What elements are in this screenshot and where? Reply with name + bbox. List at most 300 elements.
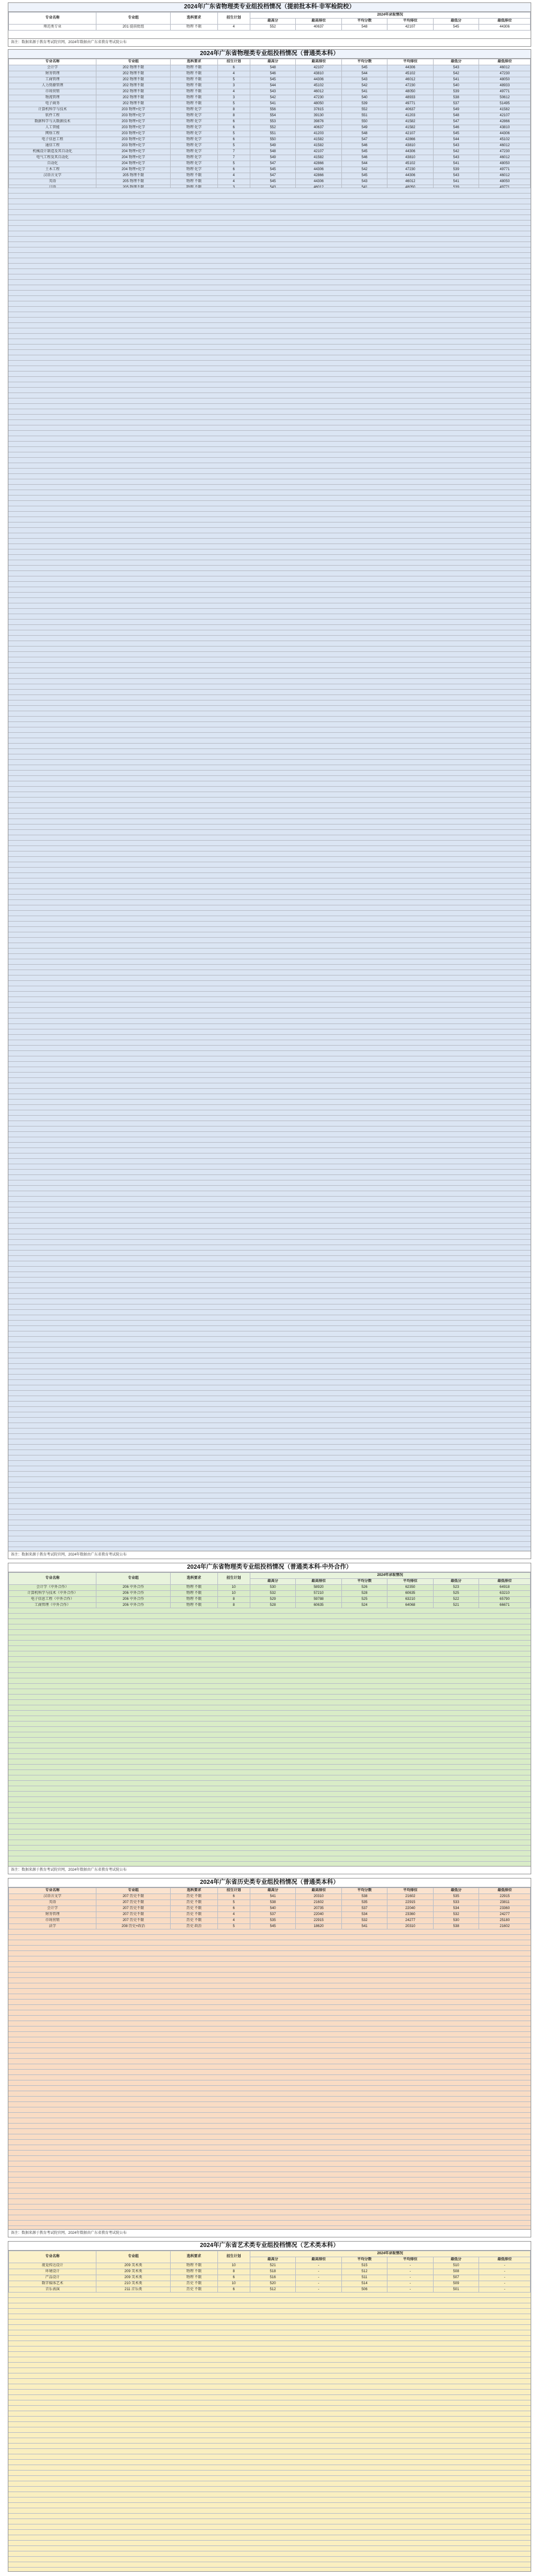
table-cell: 543 — [433, 173, 479, 179]
table-cell: 6 — [217, 1906, 250, 1912]
table-cell: 48933 — [387, 95, 434, 101]
table-row — [9, 155, 531, 161]
table-cell: - — [387, 2275, 434, 2281]
table-cell: 6 — [217, 119, 250, 125]
table-cell: 49771 — [479, 167, 531, 173]
table-cell: 4 — [217, 1912, 250, 1918]
table-cell: - — [296, 2287, 342, 2293]
table-cell: 535 — [250, 1918, 296, 1924]
table-cell: 553 — [250, 119, 296, 125]
header-plan: 招生计划 — [217, 13, 250, 25]
table-cell: 6 — [217, 125, 250, 131]
table-cell: 501 — [433, 2287, 479, 2293]
table-cell: 物理 不限 — [171, 1597, 218, 1603]
header-subject: 选科要求 — [171, 1888, 218, 1894]
table-cell: 网络工程 — [9, 131, 96, 137]
table-cell: 物理 不限 — [171, 2263, 218, 2269]
table-cell: 545 — [341, 173, 387, 179]
header-admission-2024: 2024年录取情况 — [250, 13, 530, 19]
table-cell: 物理 化学 — [171, 149, 218, 155]
header-avg-score: 平均分数 — [341, 2257, 387, 2263]
table-cell: 44306 — [387, 65, 434, 71]
table-cell: 物理 不限 — [171, 77, 218, 83]
table-cell: 历史 不限 — [171, 1912, 218, 1918]
table-row — [9, 113, 531, 119]
table-cell: 207 历史不限 — [96, 1906, 171, 1912]
table-cell: 7 — [217, 149, 250, 155]
header-max-score: 最高分 — [250, 1888, 296, 1894]
table-cell: 8 — [217, 2269, 250, 2275]
table-cell: 42866 — [479, 119, 531, 125]
table-cell: 人工智能 — [9, 125, 96, 131]
table-cell: 44306 — [296, 179, 342, 185]
table-cell: 会计学（中外合作） — [9, 1585, 96, 1591]
table-cell: 47230 — [479, 71, 531, 77]
table-cell: 历史 不限 — [171, 2287, 218, 2293]
table-cell: 44306 — [296, 77, 342, 83]
table-cell: 39130 — [296, 113, 342, 119]
table-row — [9, 2275, 531, 2281]
cell: 545 — [433, 25, 479, 31]
table-cell: 203 物理+化学 — [96, 107, 171, 113]
table-cell: 542 — [250, 95, 296, 101]
table-cell: 206 中外合作 — [96, 1585, 171, 1591]
section-note: 备注：数据来源于教育考试院官网，2024年数据由广东省教育考试院公布 — [8, 2229, 531, 2237]
cell: 师范类专业 — [9, 25, 96, 31]
table-cell: 42866 — [387, 137, 434, 143]
table-cell: 物理 化学 — [171, 143, 218, 149]
table-continuation — [8, 1608, 531, 1866]
table-cell: 财务管理 — [9, 71, 96, 77]
header-major: 专业名称 — [9, 1573, 96, 1585]
table-cell: 42107 — [479, 113, 531, 119]
table-cell: 48933 — [479, 83, 531, 89]
table-cell: 202 物理不限 — [96, 65, 171, 71]
table-row — [9, 65, 531, 71]
table-cell: 506 — [341, 2287, 387, 2293]
table-cell: 203 物理+化学 — [96, 131, 171, 137]
table-cell: 6 — [217, 137, 250, 143]
table-cell: 518 — [250, 2269, 296, 2275]
table-cell: 550 — [250, 137, 296, 143]
header-min-score: 最低分 — [433, 2257, 479, 2263]
cell: 548 — [341, 25, 387, 31]
table-continuation — [8, 2292, 531, 2571]
table-cell: 509 — [433, 2281, 479, 2287]
table-cell: 544 — [341, 71, 387, 77]
table-cell: 物流管理 — [9, 95, 96, 101]
table-cell: - — [387, 2281, 434, 2287]
table-cell: 512 — [341, 2269, 387, 2275]
header-group: 专业组 — [96, 59, 171, 65]
table-cell: 45102 — [479, 137, 531, 143]
table-cell: 21602 — [479, 1924, 531, 1930]
table-cell: 环境设计 — [9, 2269, 96, 2275]
table-cell: 物理 化学 — [171, 131, 218, 137]
table-cell: 数字媒体艺术 — [9, 2281, 96, 2287]
table-cell: 549 — [433, 107, 479, 113]
table-cell: 544 — [433, 137, 479, 143]
table-row — [9, 125, 531, 131]
header-plan: 招生计划 — [217, 1888, 250, 1894]
table-cell: 41582 — [296, 143, 342, 149]
table-cell: 41582 — [387, 125, 434, 131]
table-row — [9, 149, 531, 155]
table-cell: 59788 — [296, 1597, 342, 1603]
table-cell: 551 — [250, 131, 296, 137]
header-major: 专业名称 — [9, 1888, 96, 1894]
table-cell: 512 — [250, 2287, 296, 2293]
table-cell: 20310 — [296, 1894, 342, 1900]
section-history-undergrad — [8, 1878, 531, 2237]
table-cell: 46012 — [479, 65, 531, 71]
table-cell: 10 — [217, 2263, 250, 2269]
table-cell: 203 物理+化学 — [96, 125, 171, 131]
table-cell: 209 美术类 — [96, 2263, 171, 2269]
table-cell: 46012 — [479, 143, 531, 149]
table-cell: 5 — [217, 1924, 250, 1930]
table-cell: 47230 — [296, 95, 342, 101]
table-cell: - — [387, 2269, 434, 2275]
table-cell: 电气工程及其自动化 — [9, 155, 96, 161]
table-row — [9, 1591, 531, 1597]
table-cell: 552 — [341, 107, 387, 113]
section-early-batch — [8, 2, 531, 47]
table-cell: 207 历史不限 — [96, 1912, 171, 1918]
table-cell: 540 — [433, 83, 479, 89]
table-row — [9, 2269, 531, 2275]
table-cell: 汉语言文学 — [9, 1894, 96, 1900]
table-cell: 44306 — [387, 173, 434, 179]
header-min-rank: 最低排位 — [479, 1579, 531, 1585]
table-cell: 通信工程 — [9, 143, 96, 149]
table-cell: 507 — [433, 2275, 479, 2281]
table-cell: 542 — [433, 149, 479, 155]
table-cell: 546 — [250, 71, 296, 77]
table-cell: 4 — [217, 179, 250, 185]
table-cell: 207 历史不限 — [96, 1900, 171, 1906]
table-cell: 43810 — [387, 155, 434, 161]
table-cell: 206 中外合作 — [96, 1603, 171, 1609]
table-cell: 46012 — [296, 89, 342, 95]
table-cell: 23811 — [479, 1900, 531, 1906]
table-cell: 42107 — [387, 131, 434, 137]
table-cell: 538 — [250, 1900, 296, 1906]
table-cell: 542 — [341, 83, 387, 89]
table-cell: 10 — [217, 1585, 250, 1591]
table-cell: 6 — [217, 65, 250, 71]
cell: 42107 — [387, 25, 434, 31]
table-cell: 65790 — [479, 1597, 531, 1603]
table-cell: - — [479, 2287, 531, 2293]
table-cell: 电子信息工程 — [9, 137, 96, 143]
header-avg-rank: 平均排位 — [387, 19, 434, 25]
cell: 40637 — [296, 25, 342, 31]
header-max-score: 最高分 — [250, 1579, 296, 1585]
table-cell: 23360 — [479, 1906, 531, 1912]
table-cell: 工商管理（中外合作） — [9, 1603, 96, 1609]
table-cell: 46012 — [387, 77, 434, 83]
header-max-score: 最高分 — [250, 19, 296, 25]
table-cell: 物理 不限 — [171, 83, 218, 89]
table-cell: 21602 — [387, 1894, 434, 1900]
table-row — [9, 179, 531, 185]
table-row — [9, 71, 531, 77]
header-plan: 招生计划 — [217, 1573, 250, 1585]
table-cell: 45102 — [387, 71, 434, 77]
table-cell: 42107 — [296, 149, 342, 155]
table-cell: 556 — [250, 107, 296, 113]
table-cell: 210 美术类 — [96, 2281, 171, 2287]
table-cell: 540 — [250, 1906, 296, 1912]
table-cell: 物理 化学 — [171, 161, 218, 167]
table-cell: 8 — [217, 1597, 250, 1603]
table-cell: 204 物理+化学 — [96, 149, 171, 155]
table-cell: 20735 — [296, 1906, 342, 1912]
cell: 44306 — [479, 25, 531, 31]
table-cell: 526 — [341, 1585, 387, 1591]
table-cell: 545 — [341, 65, 387, 71]
table-cell: 529 — [250, 1597, 296, 1603]
table-cell: 209 美术类 — [96, 2269, 171, 2275]
table-cell: 6 — [217, 2287, 250, 2293]
history-rows — [9, 1894, 531, 1930]
table-cell: 205 物理不限 — [96, 179, 171, 185]
table-cell: 548 — [250, 149, 296, 155]
table-cell: 542 — [341, 167, 387, 173]
table-cell: 511 — [341, 2275, 387, 2281]
table-cell: 207 历史不限 — [96, 1918, 171, 1924]
physics-cooperation-table — [8, 1572, 531, 1609]
table-cell: 6 — [217, 167, 250, 173]
table-cell: 538 — [433, 95, 479, 101]
table-cell: - — [296, 2275, 342, 2281]
table-row — [9, 131, 531, 137]
table-cell: 43810 — [296, 71, 342, 77]
table-cell: 522 — [433, 1597, 479, 1603]
table-row — [9, 143, 531, 149]
table-cell: 537 — [433, 101, 479, 107]
table-cell: 510 — [433, 2263, 479, 2269]
header-max-rank: 最高排位 — [296, 1888, 342, 1894]
table-cell: 58920 — [296, 1585, 342, 1591]
table-cell: 203 物理+化学 — [96, 137, 171, 143]
table-cell: 历史 不限 — [171, 1900, 218, 1906]
table-cell: 22915 — [479, 1894, 531, 1900]
table-cell: 548 — [250, 65, 296, 71]
table-cell: 543 — [433, 155, 479, 161]
table-cell: 物理 化学 — [171, 167, 218, 173]
table-cell: 63210 — [479, 1591, 531, 1597]
table-cell: 514 — [341, 2281, 387, 2287]
header-avg-rank: 平均排位 — [387, 2257, 434, 2263]
table-cell: 22915 — [296, 1918, 342, 1924]
table-cell: 人力资源管理 — [9, 83, 96, 89]
table-cell: 48050 — [479, 179, 531, 185]
table-cell: 537 — [341, 1906, 387, 1912]
table-cell: 521 — [433, 1603, 479, 1609]
table-cell: 21602 — [296, 1900, 342, 1906]
header-major: 专业名称 — [9, 59, 96, 65]
table-cell: 41582 — [296, 155, 342, 161]
table-cell: 523 — [433, 1585, 479, 1591]
table-cell: - — [296, 2263, 342, 2269]
table-cell: 物理 化学 — [171, 119, 218, 125]
table-cell: 528 — [341, 1591, 387, 1597]
header-max-score: 最高分 — [250, 59, 296, 65]
table-cell: 44306 — [296, 167, 342, 173]
table-cell: 204 物理+化学 — [96, 155, 171, 161]
table-cell: 22040 — [387, 1906, 434, 1912]
table-cell: 41582 — [296, 137, 342, 143]
table-cell: 8 — [217, 1603, 250, 1609]
table-cell: 545 — [341, 149, 387, 155]
section-note: 备注：数据来源于教育考试院官网，2024年数据由广东省教育考试院公布 — [8, 1551, 531, 1559]
table-cell: 552 — [250, 125, 296, 131]
table-cell: 532 — [433, 1912, 479, 1918]
table-cell: 49771 — [387, 101, 434, 107]
table-continuation — [8, 1929, 531, 2229]
table-cell: 550 — [341, 119, 387, 125]
table-cell: 543 — [341, 77, 387, 83]
table-cell: 24277 — [479, 1912, 531, 1918]
table-continuation — [8, 188, 531, 1551]
section-note: 备注：数据来源于教育考试院官网，2024年数据由广东省教育考试院公布 — [8, 38, 531, 46]
table-cell: 207 历史不限 — [96, 1894, 171, 1900]
table-cell: 机械设计制造及其自动化 — [9, 149, 96, 155]
table-cell: 64918 — [479, 1585, 531, 1591]
table-cell: 物理 不限 — [171, 65, 218, 71]
header-group: 专业组 — [96, 1888, 171, 1894]
physics-undergrad-table — [8, 59, 531, 197]
table-row — [9, 101, 531, 107]
header-plan: 招生计划 — [217, 59, 250, 65]
table-cell: 数据科学与大数据技术 — [9, 119, 96, 125]
table-cell: 25180 — [479, 1918, 531, 1924]
table-cell: 66671 — [479, 1603, 531, 1609]
table-cell: 48050 — [387, 89, 434, 95]
table-cell: 43810 — [479, 125, 531, 131]
table-cell: 545 — [250, 167, 296, 173]
table-cell: 43810 — [387, 143, 434, 149]
table-cell: 44306 — [479, 131, 531, 137]
table-cell: 548 — [433, 113, 479, 119]
table-cell: 24277 — [387, 1918, 434, 1924]
header-max-rank: 最高排位 — [296, 2257, 342, 2263]
section-physics-undergrad — [8, 49, 531, 1559]
table-cell: 5 — [217, 101, 250, 107]
table-cell: 545 — [250, 77, 296, 83]
table-cell: 45102 — [296, 83, 342, 89]
header-avg-score: 平均分数 — [341, 59, 387, 65]
table-cell: 40637 — [296, 125, 342, 131]
header-avg-rank: 平均排位 — [387, 59, 434, 65]
table-cell: 549 — [250, 143, 296, 149]
table-cell: 5 — [217, 161, 250, 167]
table-cell: 会计学 — [9, 1906, 96, 1912]
table-row — [9, 2263, 531, 2269]
table-cell: 22040 — [296, 1912, 342, 1918]
table-cell: 525 — [433, 1591, 479, 1597]
header-admission-2024: 2024年录取情况 — [250, 1573, 530, 1579]
table-cell: 545 — [433, 131, 479, 137]
table-cell: 市场营销 — [9, 1918, 96, 1924]
table-cell: 物理 不限 — [171, 101, 218, 107]
table-cell: 历史 不限 — [171, 1894, 218, 1900]
table-cell: - — [387, 2263, 434, 2269]
section-note: 备注：数据来源于教育考试院官网，2024年数据由广东省教育考试院公布 — [8, 1866, 531, 1874]
table-cell: 物理 化学 — [171, 125, 218, 131]
table-cell: 计算机科学与技术（中外合作） — [9, 1591, 96, 1597]
table-row — [9, 77, 531, 83]
table-cell: 535 — [341, 1900, 387, 1906]
table-cell: 508 — [433, 2269, 479, 2275]
table-cell: 6 — [217, 1894, 250, 1900]
table-cell: 土木工程 — [9, 167, 96, 173]
section-physics-cooperation — [8, 1563, 531, 1874]
table-cell: 6 — [217, 2275, 250, 2281]
table-cell: 543 — [341, 179, 387, 185]
table-row — [9, 1894, 531, 1900]
table-cell: 541 — [341, 89, 387, 95]
table-cell: 63210 — [387, 1597, 434, 1603]
table-cell: 546 — [341, 143, 387, 149]
table-row — [9, 1597, 531, 1603]
table-cell: 物理 不限 — [171, 1585, 218, 1591]
table-cell: 539 — [433, 167, 479, 173]
table-cell: 202 物理不限 — [96, 71, 171, 77]
table-cell: 47230 — [387, 167, 434, 173]
history-undergrad-table — [8, 1888, 531, 1930]
table-row — [9, 137, 531, 143]
table-cell: 41203 — [296, 131, 342, 137]
table-cell: 5 — [217, 143, 250, 149]
table-cell: 538 — [341, 1894, 387, 1900]
table-cell: 4 — [217, 89, 250, 95]
table-cell: 45102 — [387, 161, 434, 167]
table-cell: 203 物理+化学 — [96, 119, 171, 125]
header-max-rank: 最高排位 — [296, 1579, 342, 1585]
table-cell: 39876 — [296, 119, 342, 125]
table-row — [9, 25, 531, 31]
table-row — [9, 1906, 531, 1912]
header-min-score: 最低分 — [433, 1579, 479, 1585]
table-cell: 60635 — [296, 1603, 342, 1609]
table-cell: 产品设计 — [9, 2275, 96, 2281]
early-batch-table — [8, 12, 531, 31]
table-row — [9, 1900, 531, 1906]
section-arts-undergrad — [8, 2241, 531, 2572]
table-cell: 法学 — [9, 1924, 96, 1930]
table-cell: 23360 — [387, 1912, 434, 1918]
table-cell: 5 — [217, 1900, 250, 1906]
table-cell: 20310 — [387, 1924, 434, 1930]
cell: 552 — [250, 25, 296, 31]
table-cell: 汉语言文学 — [9, 173, 96, 179]
section-title: 2024年广东省物理类专业组投档情况（提前批本科·非军检院校） — [8, 3, 531, 12]
table-cell: 市场营销 — [9, 89, 96, 95]
table-cell: 541 — [250, 1894, 296, 1900]
table-cell: 549 — [341, 125, 387, 131]
section-title: 2024年广东省艺术类专业组投档情况（艺术类本科） — [8, 2242, 531, 2251]
table-cell: 物理 不限 — [171, 95, 218, 101]
header-min-score: 最低分 — [433, 59, 479, 65]
table-cell: - — [479, 2281, 531, 2287]
table-cell: 544 — [341, 161, 387, 167]
table-cell: 203 物理+化学 — [96, 113, 171, 119]
table-cell: 46012 — [479, 173, 531, 179]
table-cell: 47230 — [479, 149, 531, 155]
